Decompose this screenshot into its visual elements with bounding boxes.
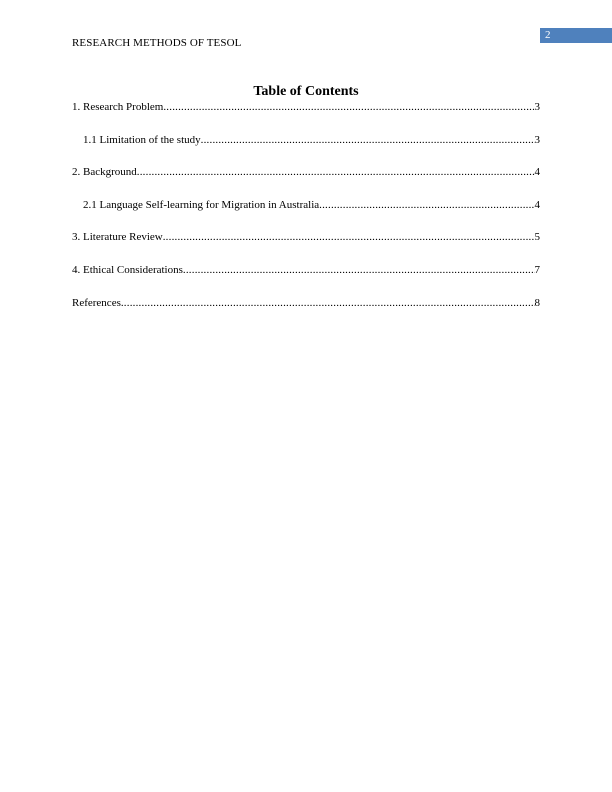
toc-dot-leader [121, 297, 535, 310]
toc-dot-leader [163, 231, 535, 244]
toc-entry-label: 1.1 Limitation of the study [83, 133, 201, 146]
page-number-box [540, 28, 612, 43]
toc-entry-label: 1. Research Problem [72, 101, 164, 113]
running-head: RESEARCH METHODS OF TESOL [72, 37, 242, 49]
toc-entry-page: 4 [534, 198, 540, 211]
toc-entry-page: 7 [534, 263, 540, 276]
toc-entry-page: 5 [534, 231, 540, 244]
toc-entry-limitation[interactable] [72, 134, 540, 147]
toc-entry-literature-review[interactable] [72, 231, 540, 244]
toc-entry-language-self-learning[interactable] [72, 199, 540, 212]
toc-title: Table of Contents [253, 84, 359, 99]
toc-entry-research-problem[interactable] [72, 101, 540, 114]
toc-dot-leader [137, 166, 535, 179]
table-of-contents [72, 101, 540, 329]
toc-dot-leader [201, 134, 535, 147]
toc-entry-label: 2.1 Language Self-learning for Migration in Australia [83, 198, 320, 211]
toc-entry-label: 3. Literature Review [72, 231, 163, 244]
toc-entry-references[interactable] [72, 297, 540, 310]
toc-entry-ethical-considerations[interactable] [72, 264, 540, 277]
toc-entry-label: 4. Ethical Considerations [72, 263, 183, 276]
toc-entry-page: 8 [534, 296, 540, 309]
toc-dot-leader [163, 101, 534, 114]
toc-entry-label: References [72, 296, 121, 309]
toc-entry-label: 2. Background [72, 166, 137, 179]
toc-entry-page: 3 [534, 133, 540, 146]
toc-entry-background[interactable] [72, 166, 540, 179]
toc-entry-page: 4 [534, 166, 540, 179]
toc-entry-page: 3 [534, 101, 540, 113]
toc-dot-leader [183, 264, 535, 277]
page-number: 2 [545, 29, 551, 41]
toc-dot-leader [319, 199, 534, 212]
